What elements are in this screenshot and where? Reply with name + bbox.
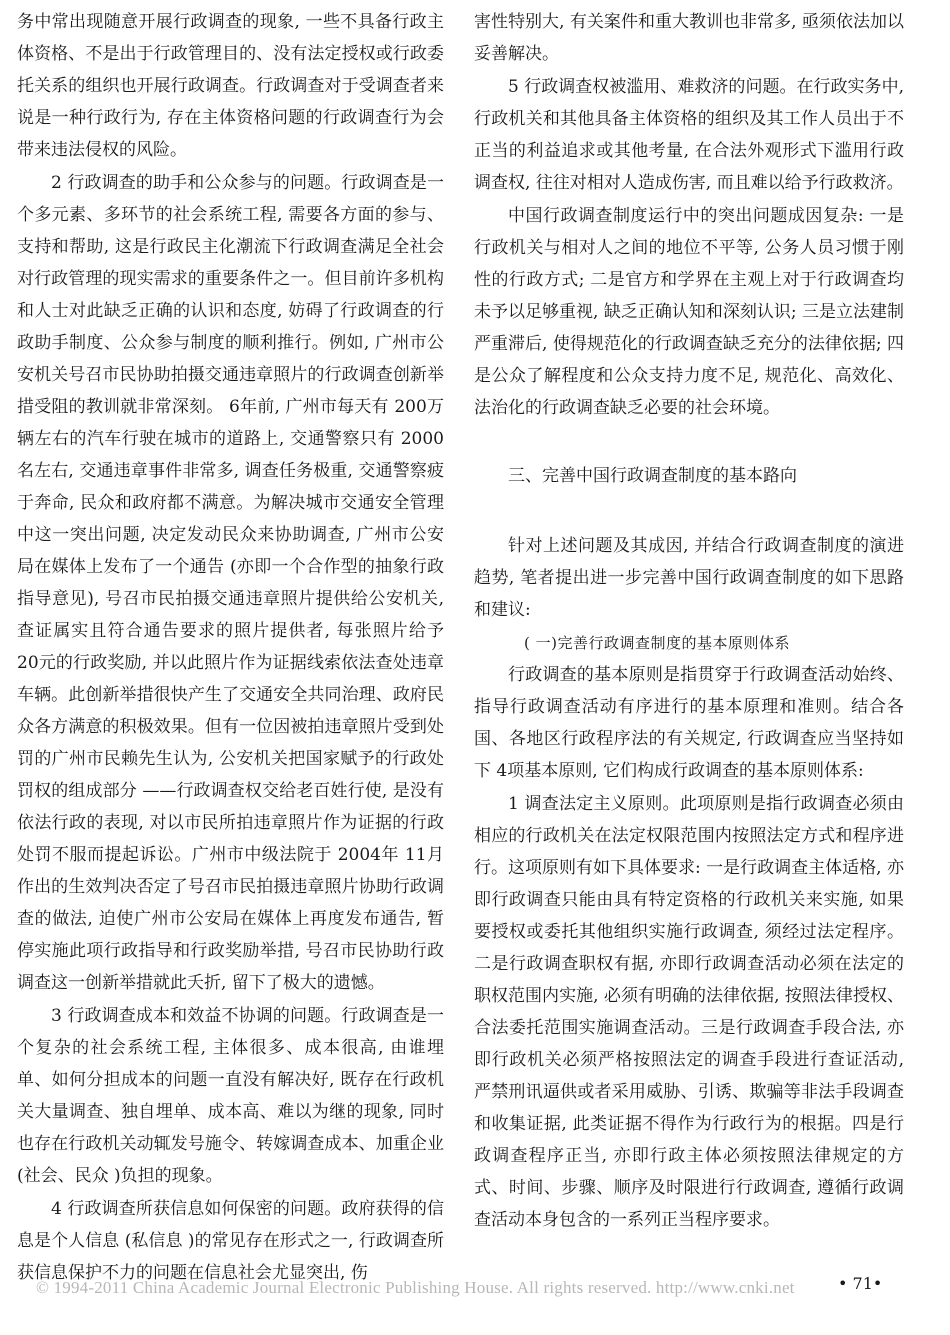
section-heading: 三、完善中国行政调查制度的基本路向 [508, 466, 797, 486]
paragraph-continued: 务中常出现随意开展行政调查的现象, 一些不具备行政主体资格、不是出于行政管理目的、没有法定授权或行政委托关系的组织也开展行政调查。行政调查对于受调查者来说是一种行政行为, 存在主体资格问题的行政调查行为会带来违法侵权的风险。 [17, 12, 444, 160]
page-number: • 71• [838, 1274, 883, 1293]
copyright-footer: © 1994-2011 China Academic Journal Electronic Publishing House. All rights reserved. http://www.cnki.net [36, 1278, 795, 1297]
subheading: ( 一)完善行政调查制度的基本原则体系 [524, 634, 790, 652]
paragraph-continued-right: 害性特别大, 有关案件和重大教训也非常多, 亟须依法加以妥善解决。 [474, 12, 904, 64]
paragraph-issue-3: 3 行政调查成本和效益不协调的问题。行政调查是一个复杂的社会系统工程, 主体很多、成本很高, 由谁埋单、如何分担成本的问题一直没有解决好, 既存在行政机关大量调查、独自埋单、成本高、难以为继的现象, 同时也存在行政机关动辄发号施令、转嫁调查成本、加重企业 (社会、民众 )负担的现象。 [17, 1006, 444, 1186]
paragraph-principle-1: 1 调查法定主义原则。此项原则是指行政调查必须由相应的行政机关在法定权限范围内按照法定方式和程序进行。这项原则有如下具体要求: 一是行政调查主体适格, 亦即行政调查只能由具有特定资格的行政机关来实施, 如果要授权或委托其他组织实施行政调查, 须经过法定程序。二是行政调查职权有据, 亦即行政调查活动必须在法定的职权范围内实施, 必须有明确的法律依据, 按照法律授权、合法委托范围实施调查活动。三是行政调查手段合法, 亦即行政机关必须严格按照法定的调查手段进行查证活动, 严禁刑讯逼供或者采用威胁、引诱、欺骗等非法手段调查和收集证据, 此类证据不得作为行政行为的根据。四是行政调查程序正当, 亦即行政主体必须按照法律规定的方式、时间、步骤、顺序及时限进行行政调查, 遵循行政调查活动本身包含的一系列正当程序要求。 [474, 794, 904, 1230]
paragraph-causes: 中国行政调查制度运行中的突出问题成因复杂: 一是行政机关与相对人之间的地位不平等, 公务人员习惯于刚性的行政方式; 二是官方和学界在主观上对于行政调查均未予以足够重视, 缺乏正确认知和深刻认识; 三是立法建制严重滞后, 使得规范化的行政调查缺乏充分的法律依据; 四是公众了解程度和公众支持力度不足, 规范化、高效化、法治化的行政调查缺乏必要的社会环境。 [474, 206, 904, 418]
paragraph-issue-5: 5 行政调查权被滥用、难救济的问题。在行政实务中, 行政机关和其他具备主体资格的组织及其工作人员出于不正当的利益追求或其他考量, 在合法外观形式下滥用行政调查权, 往往对相对人造成伤害, 而且难以给予行政救济。 [474, 77, 904, 193]
paragraph-issue-4: 4 行政调查所获信息如何保密的问题。政府获得的信息是个人信息 (私信息 )的常见存在形式之一, 行政调查所获信息保护不力的问题在信息社会尤显突出, 伤 [17, 1199, 444, 1283]
paragraph-issue-2: 2 行政调查的助手和公众参与的问题。行政调查是一个多元素、多环节的社会系统工程, 需要各方面的参与、支持和帮助, 这是行政民主化潮流下行政调查满足全社会对行政管理的现实需求的重要条件之一。但目前许多机构和人士对此缺乏正确的认识和态度, 妨碍了行政调查的行政助手制度、公众参与制度的顺利推行。例如, 广州市公安机关号召市民协助拍摄交通违章照片的行政调查创新举措受阻的教训就非常深刻。 6年前, 广州市每天有 200万辆左右的汽车行驶在城市的道路上, 交通警察只有 2000名左右, 交通违章事件非常多, 调查任务极重, 交通警察疲于奔命, 民众和政府都不满意。为解决城市交通安全管理中这一突出问题, 决定发动民众来协助调查, 广州市公安局在媒体上发布了一个通告 (亦即一个合作型的抽象行政指导意见), 号召市民拍摄交通违章照片提供给公安机关, 查证属实且符合通告要求的照片提供者, 每张照片给予 20元的行政奖励, 并以此照片作为证据线索依法查处违章车辆。此创新举措很快产生了交通安全共同治理、政府民众各方满意的积极效果。但有一位因被拍违章照片受到处罚的广州市民赖先生认为, 公安机关把国家赋予的行政处罚权的组成部分 ——行政调查权交给老百姓行使, 是没有依法行政的表现, 对以市民所拍违章照片作为证据的行政处罚不服而提起诉讼。广州市中级法院于 2004年 11月作出的生效判决否定了号召市民拍摄违章照片协助行政调查的做法, 迫使广州市公安局在媒体上再度发布通告, 暂停实施此项行政指导和行政奖励举措, 号召市民协助行政调查这一创新举措就此夭折, 留下了极大的遗憾。 [17, 173, 444, 993]
left-column [17, 6, 444, 1290]
paragraph-proposals: 针对上述问题及其成因, 并结合行政调查制度的演进趋势, 笔者提出进一步完善中国行政调查制度的如下思路和建议: [474, 536, 904, 620]
right-column [474, 6, 904, 1237]
paragraph-principles: 行政调查的基本原则是指贯穿于行政调查活动始终、指导行政调查活动有序进行的基本原理和准则。结合各国、各地区行政程序法的有关规定, 行政调查应当坚持如下 4项基本原则, 它们构成行政调查的基本原则体系: [474, 665, 904, 781]
